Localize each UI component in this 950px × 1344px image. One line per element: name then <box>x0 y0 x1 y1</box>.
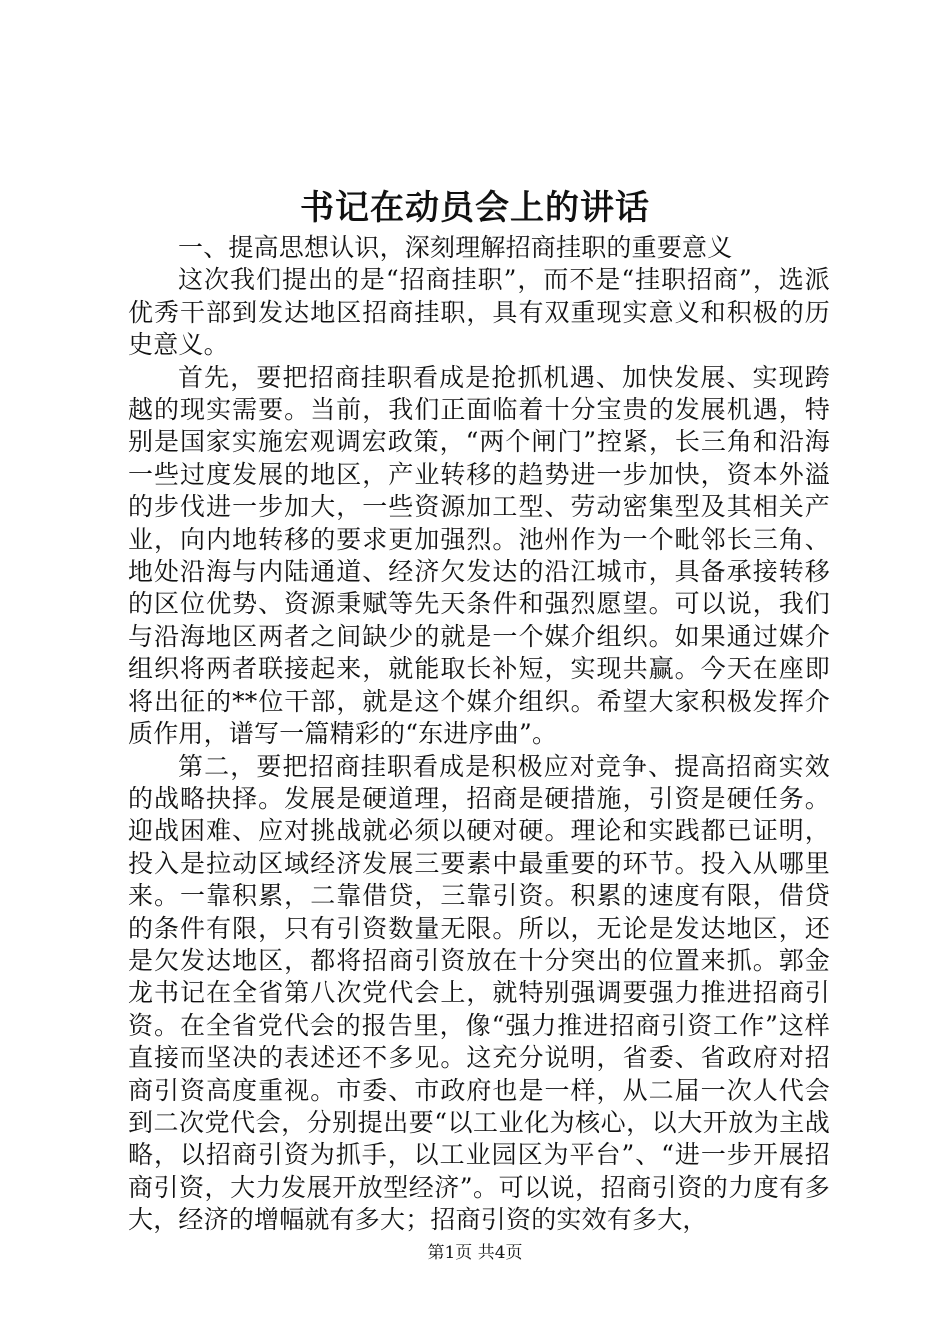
paragraph: 首先，要把招商挂职看成是抢抓机遇、加快发展、实现跨越的现实需要。当前，我们正面临着十分宝贵的发展机遇，特别是国家实施宏观调宏政策，“两个闸门”控紧，长三角和沿海一些过度发展的地区，产业转移的趋势进一步加快，资本外溢的步伐进一步加大，一些资源加工型、劳动密集型及其相关产业，向内地转移的要求更加强烈。池州作为一个毗邻长三角、地处沿海与内陆通道、经济欠发达的沿江城市，具备承接转移的区位优势、资源秉赋等先天条件和强烈愿望。可以说，我们与沿海地区两者之间缺少的就是一个媒介组织。如果通过媒介组织将两者联接起来，就能取长补短，实现共赢。今天在座即将出征的**位干部，就是这个媒介组织。希望大家积极发挥介质作用，谱写一篇精彩的“东进序曲”。 <box>128 362 830 749</box>
document-body <box>128 232 830 1237</box>
paragraph: 第二，要把招商挂职看成是积极应对竞争、提高招商实效的战略抉择。发展是硬道理，招商是硬措施，引资是硬任务。迎战困难、应对挑战就必须以硬对硬。理论和实践都已证明，投入是拉动区域经济发展三要素中最重要的环节。投入从哪里来。一靠积累，二靠借贷，三靠引资。积累的速度有限，借贷的条件有限，只有引资数量无限。所以，无论是发达地区，还是欠发达地区，都将招商引资放在十分突出的位置来抓。郭金龙书记在全省第八次党代会上，就特别强调要强力推进招商引资。在全省党代会的报告里，像“强力推进招商引资工作”这样直接而坚决的表述还不多见。这充分说明，省委、省政府对招商引资高度重视。市委、市政府也是一样，从二届一次人代会到二次党代会，分别提出要“以工业化为核心，以大开放为主战略，以招商引资为抓手，以工业园区为平台”、“进一步开展招商引资，大力发展开放型经济”。可以说，招商引资的力度有多大，经济的增幅就有多大；招商引资的实效有多大， <box>128 751 830 1235</box>
page-footer: 第1页 共4页 <box>427 1243 523 1263</box>
section-heading: 一、提高思想认识，深刻理解招商挂职的重要意义 <box>178 233 733 262</box>
document-title: 书记在动员会上的讲话 <box>300 188 650 228</box>
paragraph: 这次我们提出的是“招商挂职”，而不是“挂职招商”，选派优秀干部到发达地区招商挂职，具有双重现实意义和积极的历史意义。 <box>128 265 830 360</box>
